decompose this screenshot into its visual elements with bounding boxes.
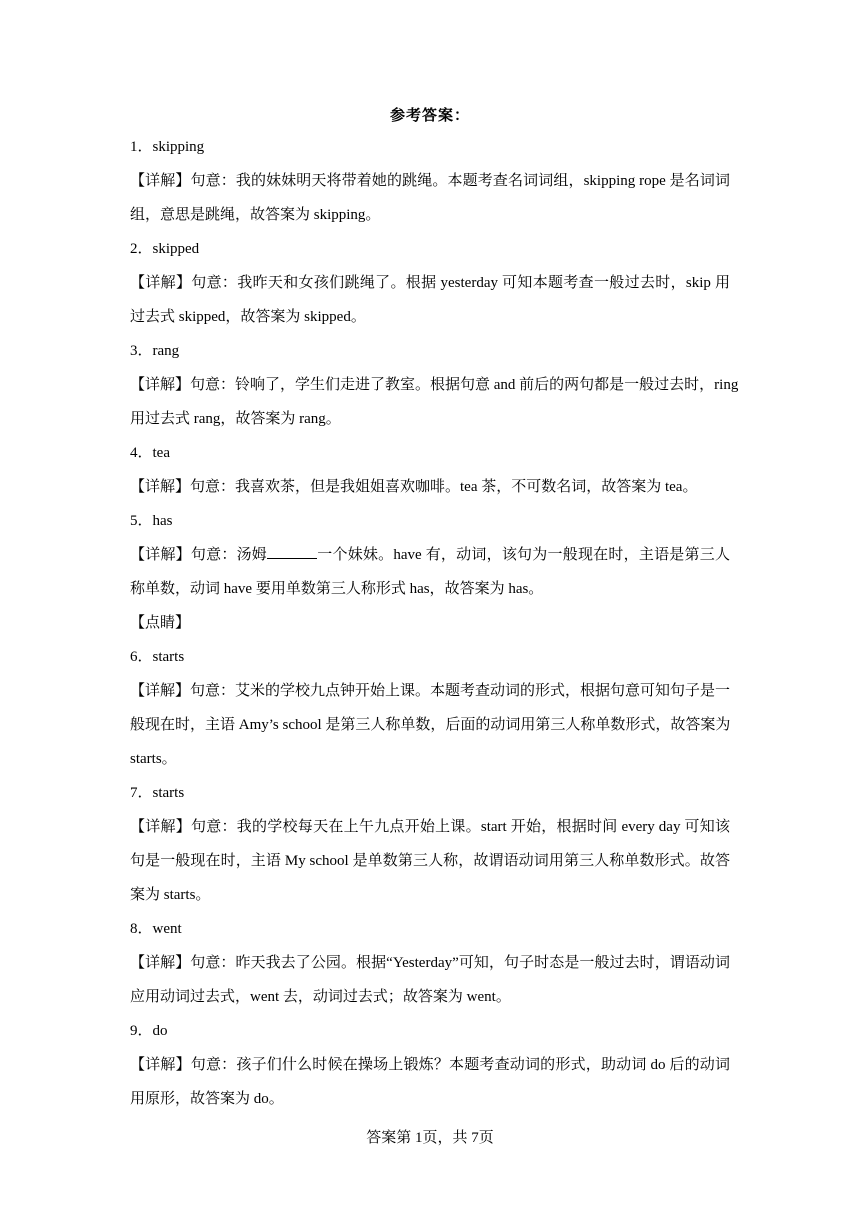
- answer-number: 8．went: [130, 921, 182, 937]
- answer-list: [130, 130, 739, 1116]
- explanation-line-with-blank: [130, 538, 730, 572]
- explanation-line: 【详解】句意：铃响了，学生们走进了教室。根据句意 and 前后的两句都是一般过去时，ring: [130, 377, 739, 393]
- explanation-line: 组，意思是跳绳，故答案为 skipping。: [130, 207, 381, 223]
- explanation-line: starts。: [130, 751, 177, 767]
- explanation-line: 句是一般现在时，主语 My school 是单数第三人称，故谓语动词用第三人称单数形式。故答: [130, 853, 730, 869]
- explanation-line: 用原形，故答案为 do。: [130, 1091, 284, 1107]
- explanation-text: 一个妹妹。have 有，动词，该句为一般现在时，主语是第三人: [317, 547, 730, 563]
- explanation-line: 过去式 skipped，故答案为 skipped。: [130, 309, 366, 325]
- answer-number: 6．starts: [130, 649, 185, 665]
- page-footer: 答案第 1页，共 7页: [366, 1130, 494, 1146]
- answer-number: 1．skipping: [130, 139, 205, 155]
- note-label: 【点睛】: [130, 615, 191, 631]
- blank-underline: [267, 544, 317, 559]
- explanation-line: 般现在时，主语 Amy’s school 是第三人称单数，后面的动词用第三人称单数形式，故答案为: [130, 717, 731, 733]
- answer-number: 2．skipped: [130, 241, 200, 257]
- explanation-line: 【详解】句意：我的学校每天在上午九点开始上课。start 开始，根据时间 every day 可知该: [130, 819, 730, 835]
- explanation-line: 【详解】句意：孩子们什么时候在操场上锻炼？本题考查动词的形式，助动词 do 后的动词: [130, 1057, 730, 1073]
- explanation-line: 【详解】句意：我的妹妹明天将带着她的跳绳。本题考查名词词组，skipping rope 是名词词: [130, 173, 730, 189]
- answer-number: 7．starts: [130, 785, 185, 801]
- explanation-line: 应用动词过去式，went 去，动词过去式；故答案为 went。: [130, 989, 511, 1005]
- explanation-line: 【详解】句意：我昨天和女孩们跳绳了。根据 yesterday 可知本题考查一般过去时，skip 用: [130, 275, 730, 291]
- explanation-line: 【详解】句意：昨天我去了公园。根据“Yesterday”可知，句子时态是一般过去时，谓语动词: [130, 955, 730, 971]
- explanation-text: 【详解】句意：汤姆: [130, 547, 268, 563]
- answer-number: 9．do: [130, 1023, 168, 1039]
- answer-number: 4．tea: [130, 445, 170, 461]
- answer-number: 5．has: [130, 513, 173, 529]
- answer-number: 3．rang: [130, 343, 180, 359]
- explanation-line: 案为 starts。: [130, 887, 211, 903]
- explanation-line: 【详解】句意：艾米的学校九点钟开始上课。本题考查动词的形式，根据句意可知句子是一: [130, 683, 731, 699]
- explanation-line: 【详解】句意：我喜欢茶，但是我姐姐喜欢咖啡。tea 茶，不可数名词，故答案为 tea。: [130, 479, 698, 495]
- page-title: 参考答案：: [389, 108, 470, 124]
- explanation-line: 称单数，动词 have 要用单数第三人称形式 has，故答案为 has。: [130, 581, 544, 597]
- explanation-line: 用过去式 rang，故答案为 rang。: [130, 411, 341, 427]
